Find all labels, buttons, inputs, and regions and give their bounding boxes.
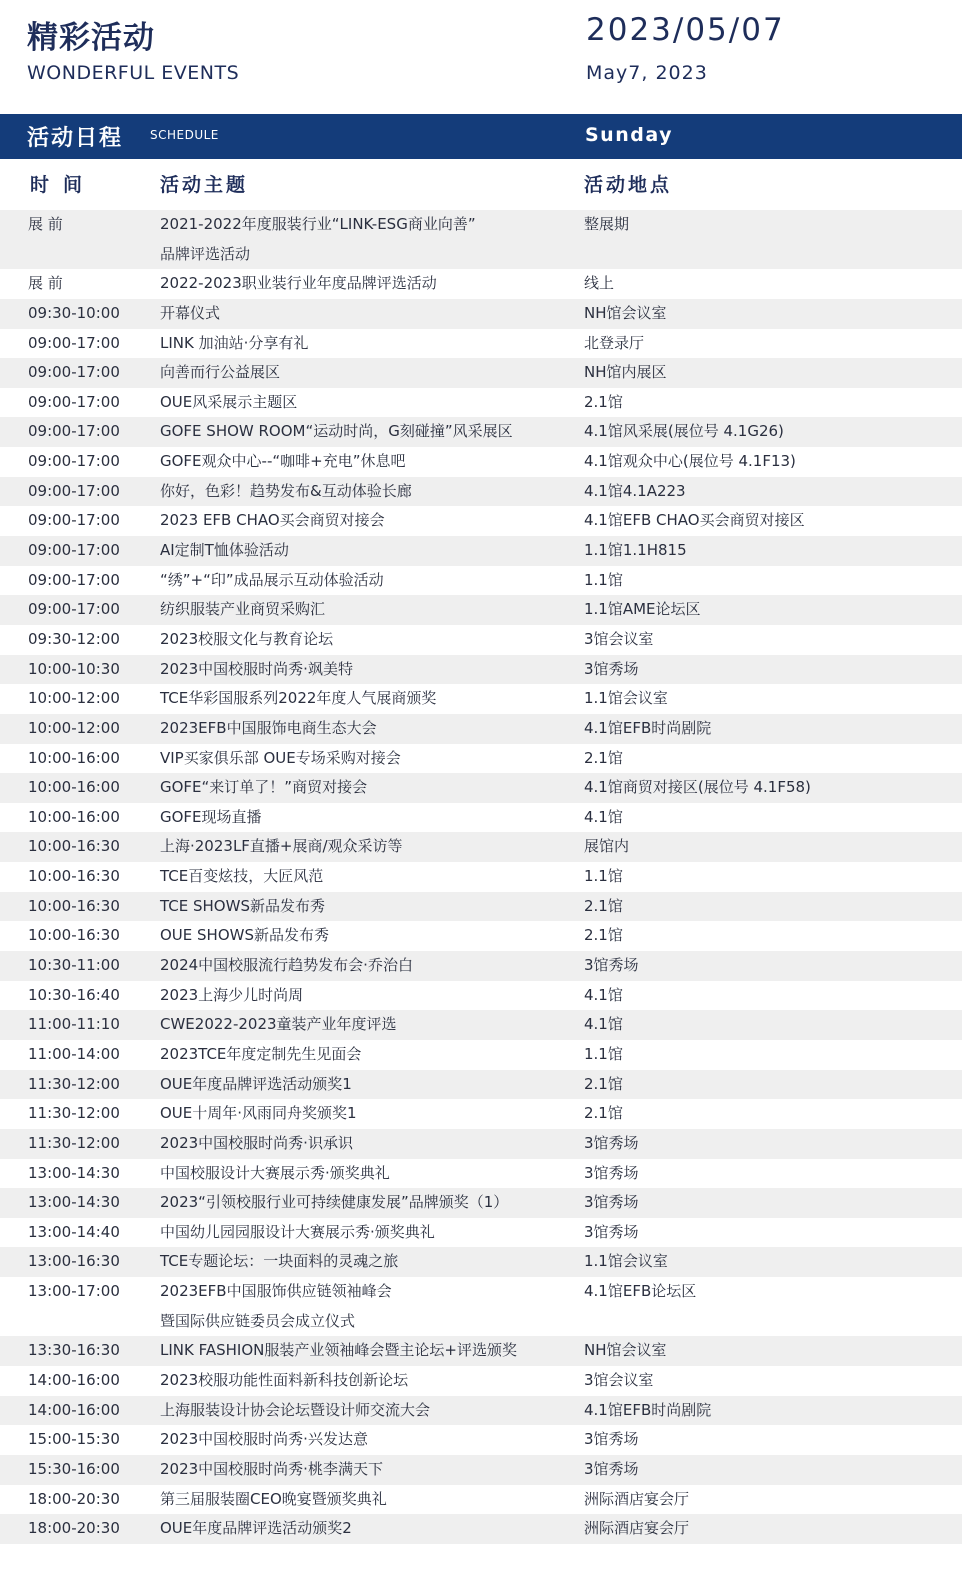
row-time: 09:30-10:00 [28, 303, 120, 322]
event-date: 2023/05/07 [586, 12, 785, 48]
table-row [0, 1099, 962, 1129]
row-topic: 2023校服文化与教育论坛 [160, 629, 334, 648]
row-topic: 开幕仪式 [160, 303, 221, 322]
row-location: 展馆内 [584, 837, 630, 856]
table-row [0, 773, 962, 803]
row-time: 14:00-16:00 [28, 1370, 120, 1389]
row-location: 3馆秀场 [584, 956, 639, 975]
table-row [0, 714, 962, 744]
row-location: 4.1馆 [584, 1015, 623, 1034]
row-topic: 2023中国校服时尚秀·兴发达意 [160, 1430, 368, 1449]
table-row [0, 1218, 962, 1248]
row-topic: CWE2022-2023童装产业年度评选 [160, 1015, 397, 1034]
table-row [0, 1159, 962, 1189]
row-topic: 向善而行公益展区 [160, 363, 281, 382]
row-topic: 上海·2023LF直播+展商/观众采访等 [160, 837, 403, 856]
row-topic: OUE年度品牌评选活动颁奖1 [160, 1074, 352, 1093]
row-topic: TCE专题论坛：一块面料的灵魂之旅 [160, 1252, 399, 1271]
row-location: NH馆会议室 [584, 303, 667, 322]
row-topic: VIP买家俱乐部 OUE专场采购对接会 [160, 748, 401, 767]
row-topic: 纺织服装产业商贸采购汇 [160, 600, 326, 619]
row-topic: 暨国际供应链委员会成立仪式 [160, 1311, 356, 1330]
row-time: 09:00-17:00 [28, 481, 120, 500]
row-location: 1.1馆1.1H815 [584, 541, 687, 560]
row-location: 1.1馆 [584, 570, 623, 589]
row-location: 3馆会议室 [584, 1370, 654, 1389]
row-topic: 中国幼儿园园服设计大赛展示秀·颁奖典礼 [160, 1222, 435, 1241]
table-row [0, 1336, 962, 1366]
row-time: 13:00-14:30 [28, 1163, 120, 1182]
row-topic: TCE百变炫技，大匠风范 [160, 867, 324, 886]
row-location: 3馆秀场 [584, 1459, 639, 1478]
row-location: 2.1馆 [584, 748, 623, 767]
table-row [0, 1070, 962, 1100]
row-time: 18:00-20:30 [28, 1519, 120, 1538]
row-topic: 2023上海少儿时尚周 [160, 985, 304, 1004]
schedule-bar [0, 114, 962, 159]
table-row [0, 981, 962, 1011]
table-row [0, 269, 962, 299]
row-time: 15:30-16:00 [28, 1459, 120, 1478]
row-location: 线上 [584, 274, 615, 293]
row-time: 09:00-17:00 [28, 422, 120, 441]
row-location: 1.1馆 [584, 1044, 623, 1063]
row-location: 北登录厅 [584, 333, 645, 352]
row-time: 10:00-10:30 [28, 659, 120, 678]
row-time: 18:00-20:30 [28, 1489, 120, 1508]
row-time: 13:00-14:40 [28, 1222, 120, 1241]
row-time: 13:00-14:30 [28, 1193, 120, 1212]
row-location: 3馆秀场 [584, 1193, 639, 1212]
table-row [0, 1247, 962, 1277]
row-topic: 2023EFB中国服饰电商生态大会 [160, 718, 377, 737]
row-location: 2.1馆 [584, 1104, 623, 1123]
table-row [0, 892, 962, 922]
row-time: 11:00-11:10 [28, 1015, 120, 1034]
row-topic: OUE风采展示主题区 [160, 392, 298, 411]
row-topic: LINK 加油站·分享有礼 [160, 333, 309, 352]
row-topic: 你好，色彩！趋势发布&互动体验长廊 [160, 481, 412, 500]
row-topic: GOFE现场直播 [160, 807, 262, 826]
row-topic: 中国校服设计大赛展示秀·颁奖典礼 [160, 1163, 390, 1182]
row-time: 11:30-12:00 [28, 1104, 120, 1123]
row-location: 2.1馆 [584, 896, 623, 915]
table-row [0, 388, 962, 418]
table-row [0, 477, 962, 507]
row-topic: 2023TCE年度定制先生见面会 [160, 1044, 362, 1063]
row-time: 09:00-17:00 [28, 541, 120, 560]
table-row [0, 447, 962, 477]
row-location: 4.1馆风采展(展位号 4.1G26) [584, 422, 784, 441]
row-location: 1.1馆 [584, 867, 623, 886]
row-location: NH馆内展区 [584, 363, 667, 382]
schedule-label-cn: 活动日程 [27, 126, 124, 151]
row-time: 10:00-16:30 [28, 867, 120, 886]
row-time: 展 前 [28, 274, 63, 293]
row-location: 4.1馆4.1A223 [584, 481, 686, 500]
row-location: 4.1馆EFB论坛区 [584, 1282, 697, 1301]
row-topic: 2021-2022年度服装行业“LINK-ESG商业向善” [160, 215, 476, 233]
row-time: 11:00-14:00 [28, 1044, 120, 1063]
table-row [0, 417, 962, 447]
table-row [0, 299, 962, 329]
table-row [0, 862, 962, 892]
row-time: 14:00-16:00 [28, 1400, 120, 1419]
row-location: 2.1馆 [584, 926, 623, 945]
table-row [0, 566, 962, 596]
row-time: 10:00-16:30 [28, 926, 120, 945]
page-title-en: WONDERFUL EVENTS [27, 62, 240, 84]
row-topic: 2022-2023职业装行业年度品牌评选活动 [160, 274, 437, 293]
row-location: 4.1馆EFB CHAO买会商贸对接区 [584, 511, 805, 530]
row-topic: OUE年度品牌评选活动颁奖2 [160, 1519, 352, 1538]
row-topic: GOFE“来订单了！”商贸对接会 [160, 778, 368, 797]
row-time: 13:00-17:00 [28, 1282, 120, 1301]
row-time: 展 前 [28, 215, 63, 233]
row-location: 4.1馆观众中心(展位号 4.1F13) [584, 452, 796, 471]
row-location: 4.1馆 [584, 985, 623, 1004]
row-location: 1.1馆AME论坛区 [584, 600, 701, 619]
row-location: 1.1馆会议室 [584, 1252, 668, 1271]
row-time: 09:00-17:00 [28, 452, 120, 471]
row-time: 13:30-16:30 [28, 1341, 120, 1360]
row-location: 4.1馆商贸对接区(展位号 4.1F58) [584, 778, 811, 797]
row-time: 10:00-16:00 [28, 748, 120, 767]
row-location: 4.1馆EFB时尚剧院 [584, 718, 712, 737]
row-time: 10:30-16:40 [28, 985, 120, 1004]
row-location: 洲际酒店宴会厅 [584, 1519, 690, 1538]
table-row [0, 951, 962, 981]
table-row [0, 1307, 962, 1337]
row-time: 11:30-12:00 [28, 1074, 120, 1093]
row-location: 3馆秀场 [584, 1163, 639, 1182]
table-row [0, 832, 962, 862]
column-header-time: 时间 [30, 174, 97, 196]
row-location: 整展期 [584, 215, 630, 233]
row-time: 15:00-15:30 [28, 1430, 120, 1449]
table-row [0, 1188, 962, 1218]
table-row [0, 625, 962, 655]
row-location: 2.1馆 [584, 1074, 623, 1093]
row-location: 3馆秀场 [584, 1430, 639, 1449]
row-time: 09:00-17:00 [28, 570, 120, 589]
row-topic: 上海服装设计协会论坛暨设计师交流大会 [160, 1400, 431, 1419]
row-topic: 2023中国校服时尚秀·桃李满天下 [160, 1459, 383, 1478]
row-location: 洲际酒店宴会厅 [584, 1489, 690, 1508]
row-topic: TCE华彩国服系列2022年度人气展商颁奖 [160, 689, 437, 708]
row-time: 09:00-17:00 [28, 363, 120, 382]
schedule-day: Sunday [585, 124, 673, 146]
row-location: 4.1馆 [584, 807, 623, 826]
row-time: 13:00-16:30 [28, 1252, 120, 1271]
row-topic: GOFE观众中心--“咖啡+充电”休息吧 [160, 452, 406, 471]
row-topic: AI定制T恤体验活动 [160, 541, 289, 560]
row-topic: 2024中国校服流行趋势发布会·乔治白 [160, 956, 413, 975]
table-row [0, 240, 962, 270]
row-time: 10:00-12:00 [28, 689, 120, 708]
row-time: 09:00-17:00 [28, 511, 120, 530]
table-row [0, 536, 962, 566]
row-time: 09:30-12:00 [28, 629, 120, 648]
column-header-row [0, 166, 962, 202]
row-topic: 2023EFB中国服饰供应链领袖峰会 [160, 1282, 392, 1301]
row-time: 10:30-11:00 [28, 956, 120, 975]
table-row [0, 1455, 962, 1485]
table-row [0, 803, 962, 833]
row-topic: 2023校服功能性面料新科技创新论坛 [160, 1370, 409, 1389]
row-topic: 第三届服装圈CEO晚宴暨颁奖典礼 [160, 1489, 387, 1508]
table-row [0, 684, 962, 714]
row-topic: OUE SHOWS新品发布秀 [160, 926, 329, 945]
table-row [0, 1040, 962, 1070]
table-row [0, 1277, 962, 1307]
row-location: 3馆秀场 [584, 659, 639, 678]
row-time: 09:00-17:00 [28, 392, 120, 411]
row-topic: LINK FASHION服装产业领袖峰会暨主论坛+评选颁奖 [160, 1341, 517, 1360]
row-time: 10:00-12:00 [28, 718, 120, 737]
row-topic: 2023 EFB CHAO买会商贸对接会 [160, 511, 385, 530]
row-topic: TCE SHOWS新品发布秀 [160, 896, 325, 915]
page-title-cn: 精彩活动 [27, 20, 155, 56]
row-location: 3馆秀场 [584, 1133, 639, 1152]
row-time: 10:00-16:30 [28, 837, 120, 856]
row-time: 10:00-16:00 [28, 778, 120, 797]
row-topic: GOFE SHOW ROOM“运动时尚，G刻碰撞”风采展区 [160, 422, 513, 441]
row-location: 3馆会议室 [584, 629, 654, 648]
row-location: 4.1馆EFB时尚剧院 [584, 1400, 712, 1419]
row-topic: 2023“引领校服行业可持续健康发展”品牌颁奖（1） [160, 1193, 509, 1212]
row-topic: OUE十周年·风雨同舟奖颁奖1 [160, 1104, 357, 1123]
table-row [0, 1129, 962, 1159]
table-row [0, 506, 962, 536]
table-row [0, 1010, 962, 1040]
table-row [0, 329, 962, 359]
table-row [0, 1514, 962, 1544]
row-location: 1.1馆会议室 [584, 689, 668, 708]
table-row [0, 210, 962, 240]
table-row [0, 921, 962, 951]
row-location: NH馆会议室 [584, 1341, 667, 1360]
row-location: 2.1馆 [584, 392, 623, 411]
row-topic: “绣”+“印”成品展示互动体验活动 [160, 570, 384, 589]
row-topic: 2023中国校服时尚秀·识承识 [160, 1133, 353, 1152]
row-topic: 2023中国校服时尚秀·飒美特 [160, 659, 353, 678]
column-header-topic: 活动主题 [160, 174, 249, 196]
table-row [0, 1485, 962, 1515]
row-time: 10:00-16:00 [28, 807, 120, 826]
row-time: 11:30-12:00 [28, 1133, 120, 1152]
event-date-en: May7, 2023 [586, 62, 708, 84]
column-header-location: 活动地点 [584, 174, 673, 196]
schedule-table [0, 210, 962, 1544]
row-topic: 品牌评选活动 [160, 244, 251, 263]
row-time: 10:00-16:30 [28, 896, 120, 915]
table-row [0, 744, 962, 774]
table-row [0, 358, 962, 388]
table-row [0, 595, 962, 625]
row-time: 09:00-17:00 [28, 333, 120, 352]
table-row [0, 655, 962, 685]
row-time: 09:00-17:00 [28, 600, 120, 619]
row-location: 3馆秀场 [584, 1222, 639, 1241]
table-row [0, 1366, 962, 1396]
table-row [0, 1396, 962, 1426]
table-row [0, 1425, 962, 1455]
schedule-label-en: SCHEDULE [150, 128, 219, 142]
